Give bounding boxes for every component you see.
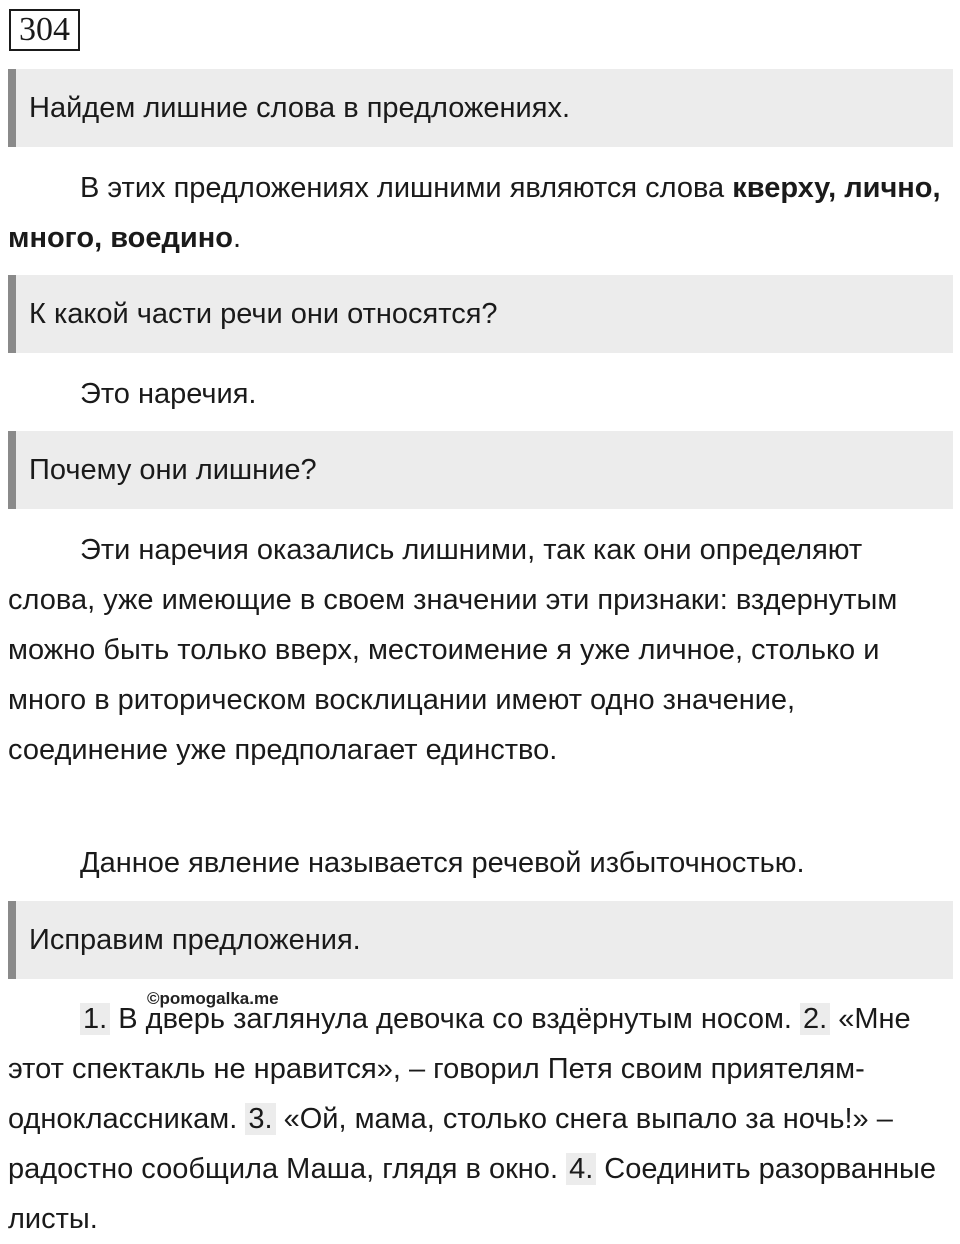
answer-extra-words (8, 163, 953, 263)
answer-extra-words-intro: В этих предложениях лишними являются слова (80, 172, 733, 204)
sentence-number-3: 3. (245, 1103, 275, 1135)
question-fix-sentences: Исправим предложения. (8, 901, 953, 979)
question-why-extra: Почему они лишние? (8, 431, 953, 509)
sentence-number-1: 1. (80, 1003, 110, 1035)
question-find-extra-words: Найдем лишние слова в предложениях. (8, 69, 953, 147)
corrected-sentences (8, 994, 953, 1244)
answer-extra-words-end: . (232, 222, 242, 254)
answer-part-of-speech: Это наречия. (80, 378, 257, 410)
task-number: 304 (9, 9, 80, 51)
sentence-number-2: 2. (800, 1003, 830, 1035)
sentence-1: В дверь заглянула девочка со вздёрнутым носом. (110, 1003, 800, 1035)
sentence-2: «Мне этот спектакль не нравится», – говорил Петя своим приятелям-одноклассникам. (8, 1003, 911, 1135)
answer-extra-words-list: кверху, лично, много, воедино (8, 172, 941, 254)
sentence-number-4: 4. (566, 1153, 596, 1185)
sentence-3: «Ой, мама, столько снега выпало за ночь!» – радостно сообщила Маша, глядя в окно. (8, 1103, 893, 1185)
watermark: ©pomogalka.me (147, 989, 279, 1008)
sentence-4: Соединить разорванные листы. (8, 1153, 937, 1235)
answer-phenomenon: Данное явление называется речевой избыточностью. (80, 847, 805, 879)
answer-why-extra: Эти наречия оказались лишними, так как они определяют слова, уже имеющие в своем значении эти признаки: вздернутым можно быть только вверх, местоимение я уже личное, столько и много в риторическом восклицании имеют одно значение, соединение уже предполагает единство. (8, 534, 898, 766)
question-part-of-speech: К какой части речи они относятся? (8, 275, 953, 353)
